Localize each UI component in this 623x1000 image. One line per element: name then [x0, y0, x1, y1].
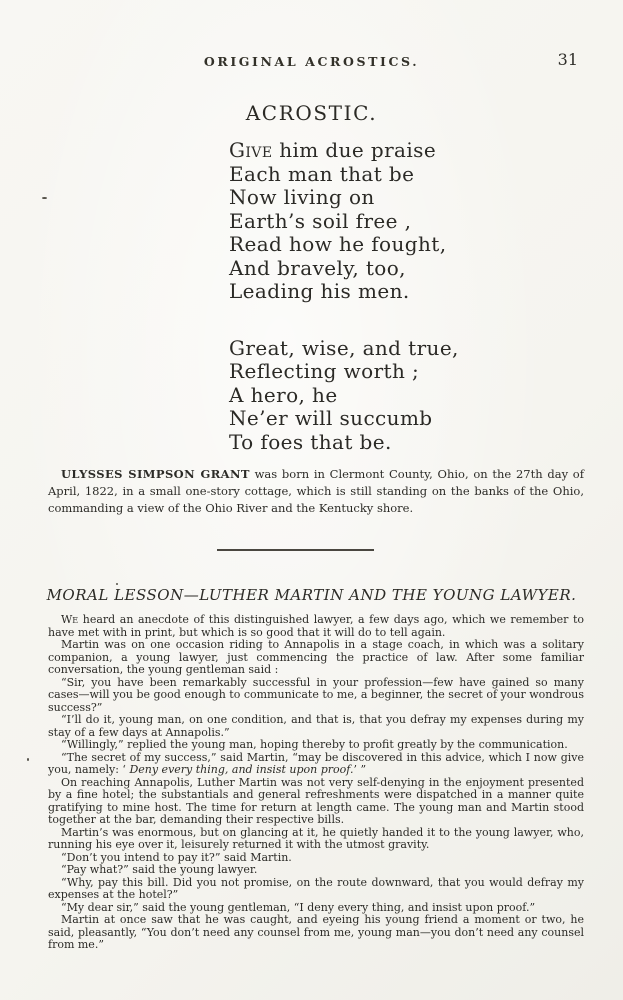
story-paragraph: “I’ll do it, young man, on one condition, and that is, that you defray my expenses during my stay of a few days at Annapolis.”: [48, 713, 584, 739]
story-paragraph: [48, 752, 584, 777]
poem-line: And bravely, too,: [229, 255, 406, 280]
grant-bio-paragraph: [48, 466, 584, 518]
scan-speck: [27, 758, 29, 761]
section-divider: [217, 549, 374, 551]
scan-speck: [42, 197, 47, 199]
running-header-title: ORIGINAL ACROSTICS.: [203, 54, 420, 69]
story-paragraph-text: heard an anecdote of this distinguished lawyer, a few days ago, which we remember to have met with in print, but which is so good that it will do to tell again.: [48, 613, 584, 639]
grant-bio-text: was born in Clermont County, Ohio, on the 27th day of April, 1822, in a small one-story cottage, which is still standing on the banks of the Ohio, commanding a view of the Ohio River and the Kentucky shore.: [48, 467, 584, 516]
poem-line: Read how he fought,: [229, 232, 447, 256]
story-lead-word: We: [61, 613, 79, 626]
poem-line: Each man that be: [229, 161, 415, 186]
poem-line: Ne’er will succumb: [229, 406, 433, 430]
story-paragraph: “Don’t you intend to pay it?” said Martin.: [61, 850, 292, 864]
poem-line: Now living on: [229, 185, 375, 209]
poem-line: [229, 139, 459, 163]
story-body: [48, 614, 584, 952]
poem-line: Leading his men.: [229, 279, 410, 303]
poem-stanza-1: [229, 139, 459, 304]
grant-bio-lead: ULYSSES SIMPSON GRANT: [61, 467, 250, 481]
story-maxim-italic: Deny every thing, and insist upon proof.: [129, 763, 354, 776]
story-paragraph: “My dear sir,” said the young gentleman, “I deny every thing, and insist upon proof.”: [61, 900, 536, 914]
poem-stanza-2: [229, 337, 459, 455]
poem-line-rest: him due praise: [272, 138, 437, 162]
story-heading: MORAL LESSON—LUTHER MARTIN AND THE YOUNG LAWYER.: [46, 586, 577, 604]
story-paragraph: “Why, pay this bill. Did you not promise, on the route downward, that you would defray my expenses at the hotel?”: [48, 875, 584, 901]
poem-line: Earth’s soil free ,: [229, 208, 412, 233]
poem-line: Reflecting worth ;: [229, 359, 420, 383]
story-paragraph: Martin at once saw that he was caught, and eyeing his young friend a moment or two, he said, pleasantly, “You don’t need any counsel from me, young man—you don’t need any counsel from me.”: [48, 913, 584, 951]
story-paragraph: On reaching Annapolis, Luther Martin was not very self-denying in the enjoyment presented by a fine hotel; the substantials and general refreshments were dispatched in a manner quite gratifying to mine host. The time for return at length came. The young man and Martin stood together at the bar, demanding their respective bills.: [48, 775, 584, 826]
story-paragraph: “Sir, you have been remarkably successful in your profession—few have gained so many cases—will you be good enough to communicate to me, a beginner, the secret of your wondrous success?”: [48, 675, 584, 714]
poem-line: To foes that be.: [229, 429, 392, 454]
story-paragraph: Martin’s was enormous, but on glancing at it, he quietly handed it to the young lawyer, who, running his eye over it, leisurely returned it with the utmost gravity.: [48, 825, 584, 851]
poem-line: A hero, he: [229, 382, 338, 407]
story-paragraph: “Willingly,” replied the young man, hoping thereby to profit greatly by the communication.: [61, 738, 568, 751]
page-number: 31: [557, 50, 578, 69]
scan-speck: [116, 583, 118, 585]
story-paragraph: [48, 614, 584, 639]
story-paragraph: “Pay what?” said the young lawyer.: [61, 863, 258, 876]
story-paragraph-text: “The secret of my success,” said Martin, “may be discovered in this advice, which I now give you, namely: ‘: [48, 750, 584, 776]
story-paragraph: Martin was on one occasion riding to Annapolis in a stage coach, in which was a solitary companion, a young lawyer, just commencing the practice of law. After some familiar conversation, the young gentleman said :: [48, 638, 584, 676]
story-paragraph-text: ’ ”: [353, 763, 367, 776]
poem-line: Great, wise, and true,: [229, 335, 459, 360]
acrostic-poem: [229, 139, 459, 454]
acrostic-title: ACROSTIC.: [245, 101, 378, 125]
poem-lead-word: Give: [229, 138, 273, 162]
